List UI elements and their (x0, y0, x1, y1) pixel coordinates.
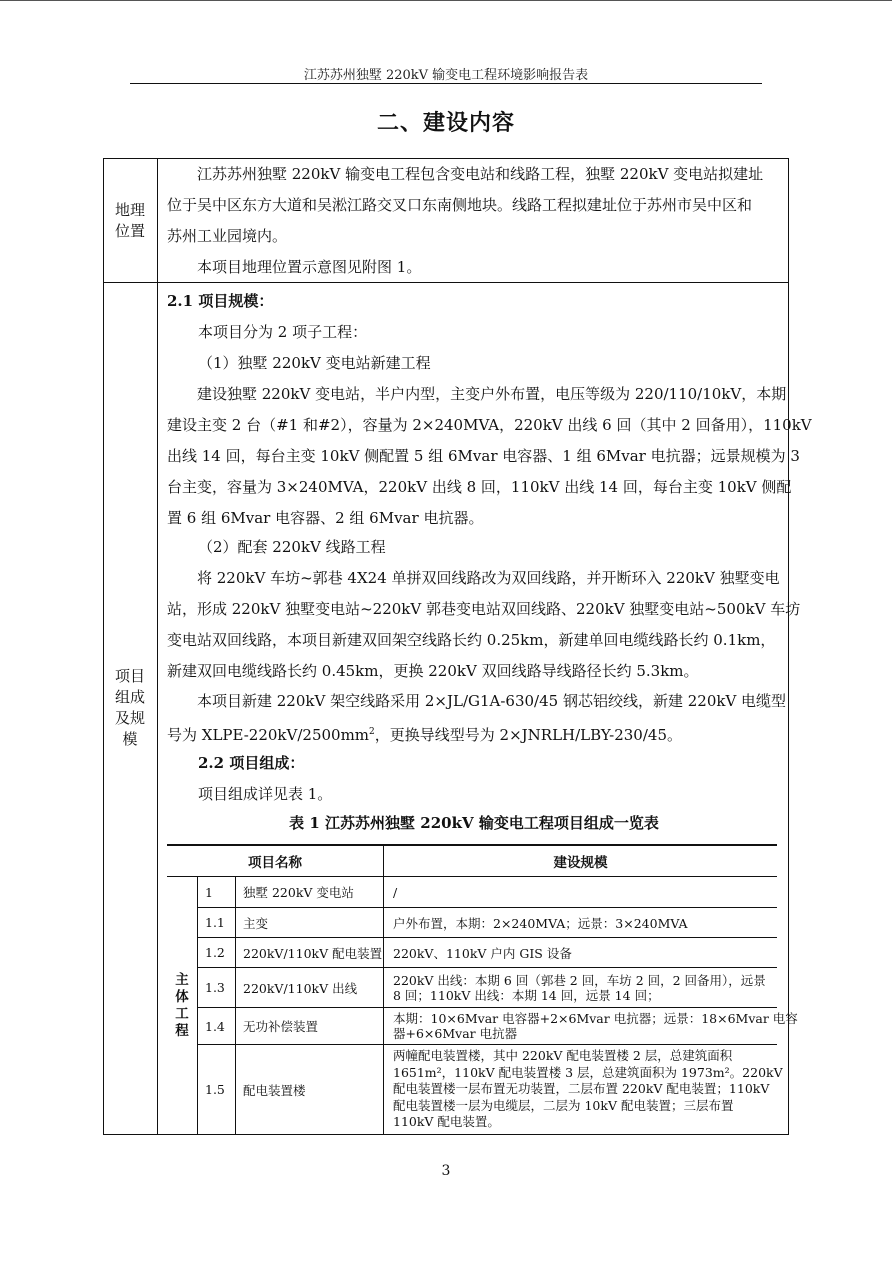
row-scale: 两幢配电装置楼，其中 220kV 配电装置楼 2 层，总建筑面积 1651m²，110kV 配电装置楼 3 层，总建筑面积为 1973m²。220kV 配电装置楼一层布置无功装置，二层布置 220kV 配电装置；110kV 配电装置楼一层为电缆层，二层为 10kV 配电装置；三层布置 110kV 配电装置。 (393, 1048, 783, 1130)
cable-paragraph: 本项目新建 220kV 架空线路采用 2×JL/G1A-630/45 钢芯铝绞线，新建 220kV 电缆型 号为 XLPE-$220kV/2500mm^2$，更换导线型号为 2×JNRLH/LBY-230/45。 (167, 692, 787, 744)
col-rule (197, 877, 198, 1134)
geo-location-label: 地理 位置 (114, 201, 145, 240)
row-item-name: 220kV/110kV 出线 (243, 980, 358, 996)
heading-2-2: 2.2 项目组成： (198, 754, 305, 772)
row-item-name: 独墅 220kV 变电站 (243, 885, 354, 900)
subproject-2-paragraph: 将 220kV 车坊~郭巷 4X24 单拼双回线路改为双回线路，并开断环入 220kV 独墅变电 站，形成 220kV 独墅变电站~220kV 郭巷变电站双回线路、220kV 独墅变电站~500kV 车坊 变电站双回线路，本项目新建双回架空线路长约 0.25km，新建单回电缆线路长约 0.1km， 新建双回电缆线路长约 0.45km，更换 220kV 双回线路导线路径长约 5.3km。 (167, 569, 801, 680)
row-item-name: 主变 (243, 915, 269, 931)
row-item-name: 无功补偿装置 (243, 1019, 319, 1034)
row-item-name: 220kV/110kV 配电装置 (243, 945, 383, 961)
group-label-main-works: 主 体 工 程 (175, 971, 189, 1039)
row-number: 1.3 (205, 980, 225, 995)
row-scale: 220kV、110kV 户内 GIS 设备 (393, 945, 572, 961)
row-number: 1.1 (205, 915, 225, 930)
header-rule (130, 83, 762, 84)
running-header: 江苏苏州独墅 220kV 输变电工程环境影响报告表 (303, 68, 589, 83)
row-scale: / (393, 884, 398, 900)
project-composition-table (167, 844, 798, 1134)
geo-location-paragraph: 江苏苏州独墅 220kV 输变电工程包含变电站和线路工程，独墅 220kV 变电站拟建址 位于吴中区东方大道和吴淞江路交叉口东南侧地块。线路工程拟建址位于苏州市吴中区和 苏州工业园境内。 本项目地理位置示意图见附图 1。 (167, 165, 764, 276)
intro-text: 本项目分为 2 项子工程： (198, 323, 368, 341)
page-number: 3 (441, 1163, 451, 1179)
project-scale-label: 项目 组成 及规 模 (114, 667, 145, 748)
page-top-border (0, 0, 892, 1)
table-1-caption: 表 1 江苏苏州独墅 220kV 输变电工程项目组成一览表 (289, 814, 659, 832)
col-header-scale: 建设规模 (553, 855, 608, 871)
heading-2-1: 2.1 项目规模： (167, 292, 274, 310)
subproject-1-paragraph: 建设独墅 220kV 变电站，半户内型，主变户外布置，电压等级为 220/110/10kV，本期 建设主变 2 台（#1 和#2），容量为 2×240MVA，220kV 出线 6 回（其中 2 回备用），110kV 出线 14 回，每台主变 10kV 侧配置 5 组 6Mvar 电容器、1 组 6Mvar 电抗器；远景规模为 3 台主变，容量为 3×240MVA，220kV 出线 8 回，110kV 出线 14 回，每台主变 10kV 侧配 置 6 组 6Mvar 电容器、2 组 6Mvar 电抗器。 (167, 385, 812, 527)
col-rule (235, 877, 236, 1134)
table-reference: 项目组成详见表 1。 (198, 785, 333, 803)
col-rule (383, 844, 384, 1134)
row-scale: 220kV 出线：本期 6 回（郭巷 2 回，车坊 2 回，2 回备用），远景 8 回；110kV 出线：本期 14 回，远景 14 回； (393, 972, 766, 1003)
row-item-name: 配电装置楼 (243, 1082, 306, 1098)
subproject-1-title: （1）独墅 220kV 变电站新建工程 (198, 354, 431, 372)
row-number: 1 (205, 884, 213, 900)
row-number: 1.5 (205, 1082, 225, 1097)
label-column-divider (157, 158, 158, 1135)
row-scale: 户外布置，本期：2×240MVA；远景：3×240MVA (393, 915, 688, 931)
col-header-name: 项目名称 (248, 855, 302, 871)
row-number: 1.2 (205, 945, 225, 960)
subproject-2-title: （2）配套 220kV 线路工程 (198, 538, 386, 556)
section-title: 二、建设内容 (376, 110, 515, 136)
row-number: 1.4 (205, 1018, 225, 1034)
row-scale: 本期：10×6Mvar 电容器+2×6Mvar 电抗器；远景：18×6Mvar 电容 器+6×6Mvar 电抗器 (393, 1011, 798, 1041)
